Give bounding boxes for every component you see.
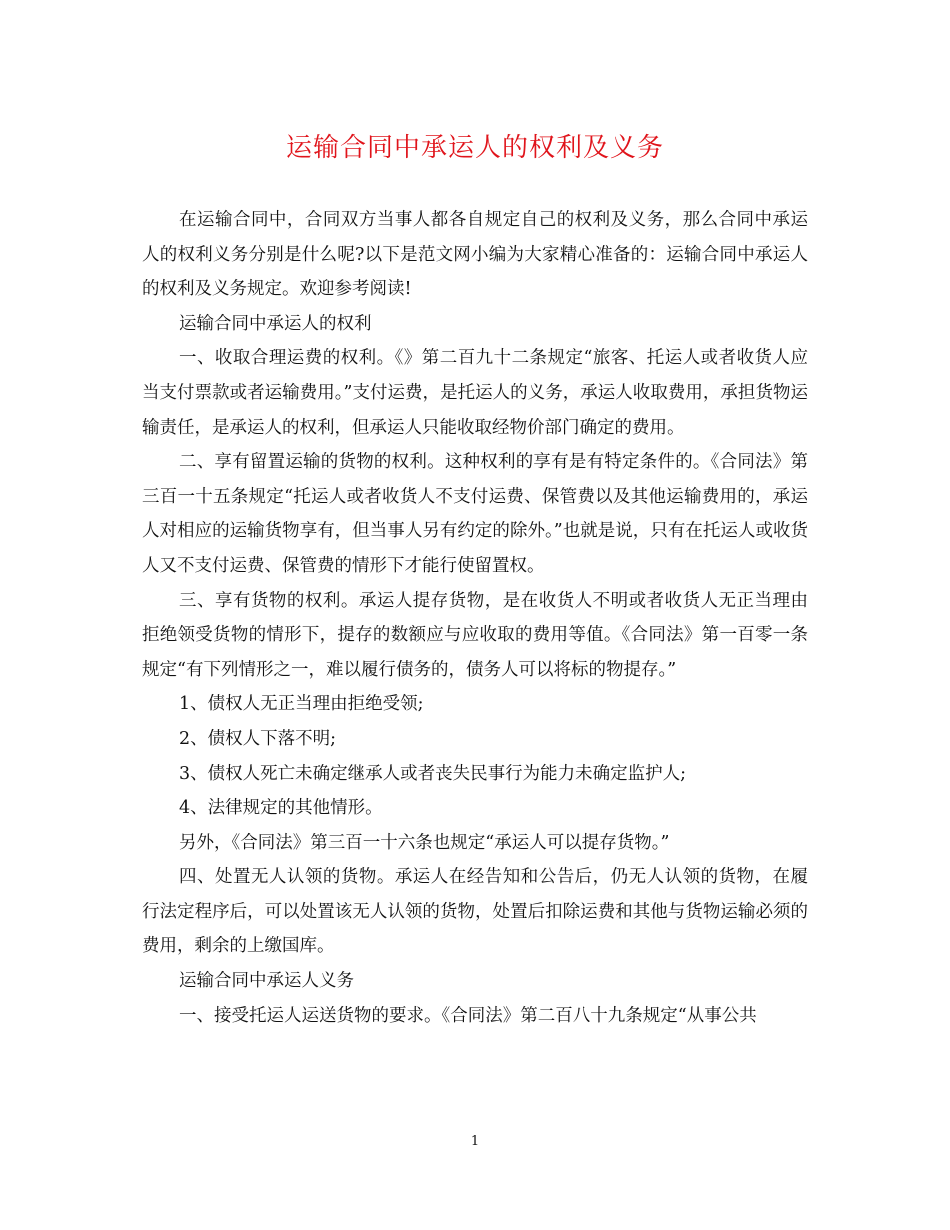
list-item-1: 1、债权人无正当理由拒绝受领;	[179, 694, 424, 715]
rights-item-4: 四、处置无人认领的货物。承运人在经告知和公告后，仍无人认领的货物，在履行法定程序后，可以处置该无人认领的货物，处置后扣除运费和其他与货物运输必须的费用，剩余的上缴国库。	[142, 867, 808, 957]
obligations-item-1: 一、接受托运人运送货物的要求。《合同法》第二百八十九条规定“从事公共	[179, 1005, 757, 1026]
rights-item-3: 三、享有货物的权利。承运人提存货物，是在收货人不明或者收货人无正当理由拒绝领受货物的情形下，提存的数额应与应收取的费用等值。《合同法》第一百零一条规定“有下列情形之一，难以履行债务的，债务人可以将标的物提存。”	[142, 590, 808, 680]
document-title: 运输合同中承运人的权利及义务	[285, 133, 664, 163]
additional-note: 另外，《合同法》第三百一十六条也规定“承运人可以提存货物。”	[179, 832, 670, 853]
section-heading-obligations: 运输合同中承运人义务	[179, 971, 354, 992]
rights-item-1: 一、收取合理运费的权利。《》第二百九十二条规定“旅客、托运人或者收货人应当支付票款或者运输费用。”支付运费，是托运人的义务，承运人收取费用，承担货物运输责任，是承运人的权利，但承运人只能收取经物价部门确定的费用。	[142, 348, 808, 438]
rights-item-2: 二、享有留置运输的货物的权利。这种权利的享有是有特定条件的。《合同法》第三百一十五条规定“托运人或者收货人不支付运费、保管费以及其他运输费用的，承运人对相应的运输货物享有，但当事人另有约定的除外。”也就是说，只有在托运人或收货人又不支付运费、保管费的情形下才能行使留置权。	[142, 452, 808, 576]
page-number: 1	[470, 1134, 480, 1149]
section-heading-rights: 运输合同中承运人的权利	[179, 313, 372, 334]
list-item-4: 4、法律规定的其他情形。	[179, 798, 383, 819]
document-body	[142, 203, 808, 1033]
list-item-2: 2、债权人下落不明;	[179, 728, 337, 749]
list-item-3: 3、债权人死亡未确定继承人或者丧失民事行为能力未确定监护人;	[179, 763, 687, 784]
intro-paragraph: 在运输合同中，合同双方当事人都各自规定自己的权利及义务，那么合同中承运人的权利义务分别是什么呢?以下是范文网小编为大家精心准备的：运输合同中承运人的权利及义务规定。欢迎参考阅读!	[142, 210, 808, 300]
